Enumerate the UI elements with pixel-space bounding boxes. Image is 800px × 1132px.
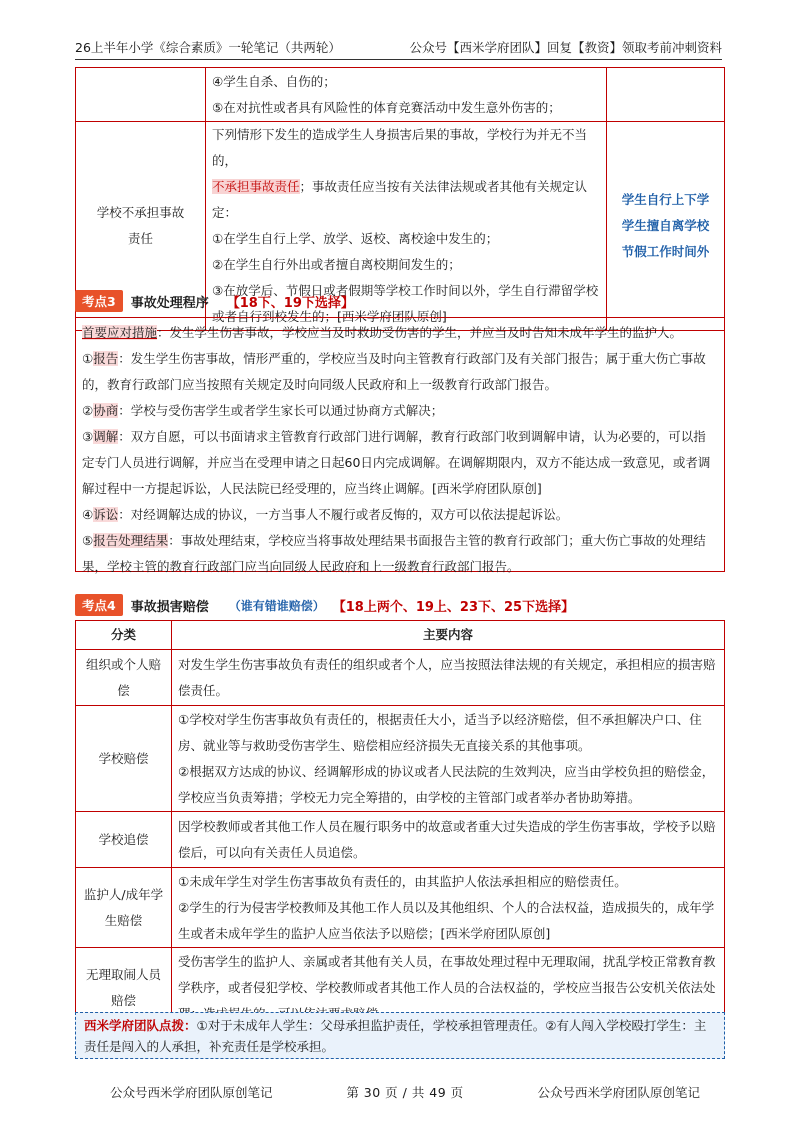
note-line: 学生擅自离学校	[621, 218, 710, 233]
paragraph: 首要应对措施：发生学生伤害事故，学校应当及时救助受伤害的学生，并应当及时告知未成年学生的监护人。	[82, 325, 683, 340]
exam-note: 【18上两个、19上、23下、25下选择】	[332, 599, 575, 615]
section-3-heading	[75, 290, 354, 312]
row-label: 无理取闹人员赔偿	[76, 948, 172, 1028]
key-term: 诉讼	[93, 507, 119, 522]
row-label: 组织或个人赔偿	[76, 650, 172, 706]
key-term: 协商	[93, 403, 119, 418]
highlight-no-liability: 不承担事故责任	[212, 179, 300, 194]
column-header: 分类	[76, 621, 172, 650]
paragraph: ①报告：发生学生伤害事故，情形严重的，学校应当及时向主管教育行政部门及有关部门报告；属于重大伤亡事故的，教育行政部门应当按照有关规定及时向同级人民政府和上一级教育行政部门报告。	[82, 351, 706, 392]
paragraph: ③调解：双方自愿，可以书面请求主管教育行政部门进行调解，教育行政部门收到调解申请，认为必要的，可以指定专门人员进行调解，并应当在受理申请之日起60日内完成调解。在调解期限内，双方不能达成一致意见，或者调解过程中一方提起诉讼，人民法院已经受理的，应当终止调解。[西米学府团队原创]	[82, 429, 711, 496]
section-title: 事故损害赔偿	[130, 599, 209, 615]
page-footer	[110, 1083, 700, 1101]
page-header	[75, 30, 722, 60]
row-content: ②根据双方达成的协议、经调解形成的协议或者人民法院的生效判决，应当由学校负担的赔偿金，学校应当负责筹措；学校无力完全筹措的，由学校的主管部门或者举办者协助筹措。	[178, 763, 715, 805]
row-label: 学校赔偿	[76, 706, 172, 812]
row-label: 监护人/成年学生赔偿	[76, 868, 172, 948]
paragraph: ②协商：学校与受伤害学生或者学生家长可以通过协商方式解决；	[82, 403, 444, 418]
key-term: 调解	[93, 429, 119, 444]
blue-note: （谁有错谁赔偿）	[228, 598, 325, 613]
tip-text: ①对于未成年人学生：父母承担监护责任，学校承担管理责任。②有人闯入学校殴打学生：主责任是闯入的人承担，补充责任是学校承担。	[84, 1018, 707, 1054]
table-row	[76, 650, 725, 706]
procedure-box	[75, 317, 725, 572]
line-item: ②在学生自行外出或者擅自离校期间发生的；	[212, 257, 461, 272]
compensation-table	[75, 620, 725, 1028]
footer-left: 公众号西米学府团队原创笔记	[110, 1085, 273, 1100]
key-term: 报告处理结果	[93, 533, 169, 548]
section-4-heading	[75, 594, 574, 616]
tip-label: 西米学府团队点拨：	[84, 1018, 197, 1033]
intro-rest: ；事故责任应当按有关法律法规或者其他有关规定认定：	[212, 179, 588, 220]
table-row	[76, 812, 725, 868]
row-content: 对发生学生伤害事故负有责任的组织或者个人，应当按照法律法规的有关规定，承担相应的损害赔偿责任。	[172, 650, 725, 706]
row-label: 学校追偿	[76, 812, 172, 868]
tip-box	[75, 1012, 725, 1059]
section-title: 事故处理程序	[130, 295, 209, 311]
table-row	[76, 868, 725, 948]
section-badge: 考点4	[75, 594, 123, 616]
page-number: 第 30 页 / 共 49 页	[346, 1085, 464, 1100]
header-left: 26上半年小学《综合素质》一轮笔记（共两轮）	[75, 40, 341, 55]
header-right: 公众号【西米学府团队】回复【教资】领取考前冲刺资料	[409, 40, 722, 55]
footer-right: 公众号西米学府团队原创笔记	[537, 1085, 700, 1100]
note-line: 节假工作时间外	[621, 244, 710, 259]
note-line: 学生自行上下学	[621, 192, 710, 207]
exam-note: 【18下、19下选择】	[226, 295, 354, 311]
line-item: ③在放学后、节假日或者假期等学校工作时间以外，学生自行滞留学校或者自行到校发生的；[西米学府团队原创]	[212, 283, 599, 324]
intro-line: 下列情形下发生的造成学生人身损害后果的事故，学校行为并无不当的，	[212, 127, 588, 168]
table-header-row	[76, 621, 725, 650]
section-badge: 考点3	[75, 290, 123, 312]
column-header: 主要内容	[172, 621, 725, 650]
row-content: 受伤害学生的监护人、亲属或者其他有关人员，在事故处理过程中无理取闹，扰乱学校正常教育教学秩序，或者侵犯学校、学校教师或者其他工作人员的合法权益的，学校应当报告公安机关依法处	[172, 948, 725, 1028]
key-term: 报告	[93, 351, 119, 366]
key-term: 首要应对措施	[82, 325, 158, 340]
line-item: ④学生自杀、自伤的；	[212, 73, 336, 89]
table-row	[76, 706, 725, 812]
row-content: ①学校对学生伤害事故负有责任的，根据责任大小，适当予以经济赔偿，但不承担解决户口、住房、就业等与救助受伤害学生、赔偿相应经济损失无直接关系的其他事项。	[178, 711, 702, 753]
paragraph: ⑤报告处理结果：事故处理结束，学校应当将事故处理结果书面报告主管的教育行政部门；重大伤亡事故的处理结果，学校主管的教育行政部门应当向同级人民政府和上一级教育行政部门报告。	[82, 533, 706, 574]
row-content: 因学校教师或者其他工作人员在履行职务中的故意或者重大过失造成的学生伤害事故，学校予以赔偿后，可以向有关责任人员追偿。	[172, 812, 725, 868]
table-row	[76, 68, 725, 122]
row-content: ②学生的行为侵害学校教师及其他工作人员以及其他组织、个人的合法权益，造成损失的，成年学生或者未成年学生的监护人应当依法予以赔偿；[西米学府团队原创]	[178, 899, 715, 941]
line-item: ①在学生自行上学、放学、返校、离校途中发生的；	[212, 231, 499, 246]
line-item: ⑤在对抗性或者具有风险性的体育竞赛活动中发生意外伤害的；	[212, 99, 561, 115]
row-content: ①未成年学生对学生伤害事故负有责任的，由其监护人依法承担相应的赔偿责任。	[178, 873, 627, 889]
row-label: 学校不承担事故责任	[76, 122, 206, 331]
paragraph: ④诉讼：对经调解达成的协议，一方当事人不履行或者反悔的，双方可以依法提起诉讼。	[82, 507, 569, 522]
